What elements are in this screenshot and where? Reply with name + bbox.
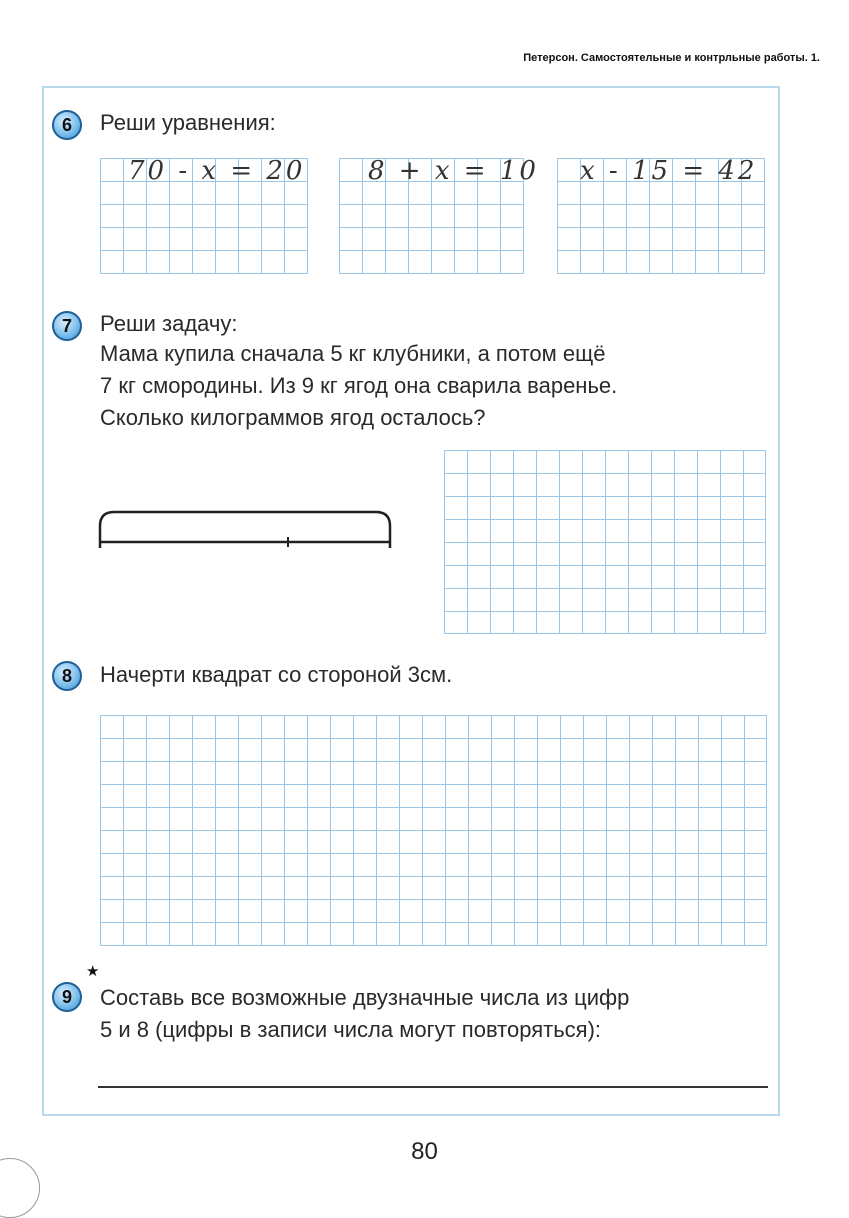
equation-2: 8 + x = 10 — [368, 156, 539, 186]
equation-1: 70 - x = 20 — [128, 156, 306, 186]
task-9-badge: 9 — [52, 982, 82, 1012]
task-7-text — [100, 338, 617, 434]
task-9-text — [100, 982, 629, 1046]
task-7-title: Реши задачу: — [100, 311, 238, 336]
task-7-scheme — [98, 508, 398, 553]
task-8-badge: 8 — [52, 661, 82, 691]
task-7-line-3: Сколько килограммов ягод осталось? — [100, 405, 486, 430]
task-7-grid[interactable] — [444, 450, 766, 634]
task-6-badge: 6 — [52, 110, 82, 140]
answer-line[interactable] — [98, 1086, 768, 1088]
task-8-title: Начерти квадрат со стороной 3см. — [100, 662, 453, 687]
star-icon: ★ — [86, 963, 100, 980]
page-number: 80 — [411, 1138, 438, 1165]
page-header: Петерсон. Самостоятельные и контрльные работы. 1. — [523, 52, 820, 64]
task-7-badge: 7 — [52, 311, 82, 341]
task-8-grid[interactable] — [100, 715, 767, 946]
task-9-line-1: Составь все возможные двузначные числа из цифр — [100, 985, 630, 1010]
equation-3: x - 15 = 42 — [580, 156, 758, 186]
task-7-line-1: Мама купила сначала 5 кг клубники, а потом ещё — [100, 341, 606, 366]
binder-hole — [0, 1158, 40, 1218]
task-7-line-2: 7 кг смородины. Из 9 кг ягод она сварила варенье. — [100, 373, 618, 398]
task-9-line-2: 5 и 8 (цифры в записи числа могут повторяться): — [100, 1017, 602, 1042]
task-6-title: Реши уравнения: — [100, 110, 276, 135]
